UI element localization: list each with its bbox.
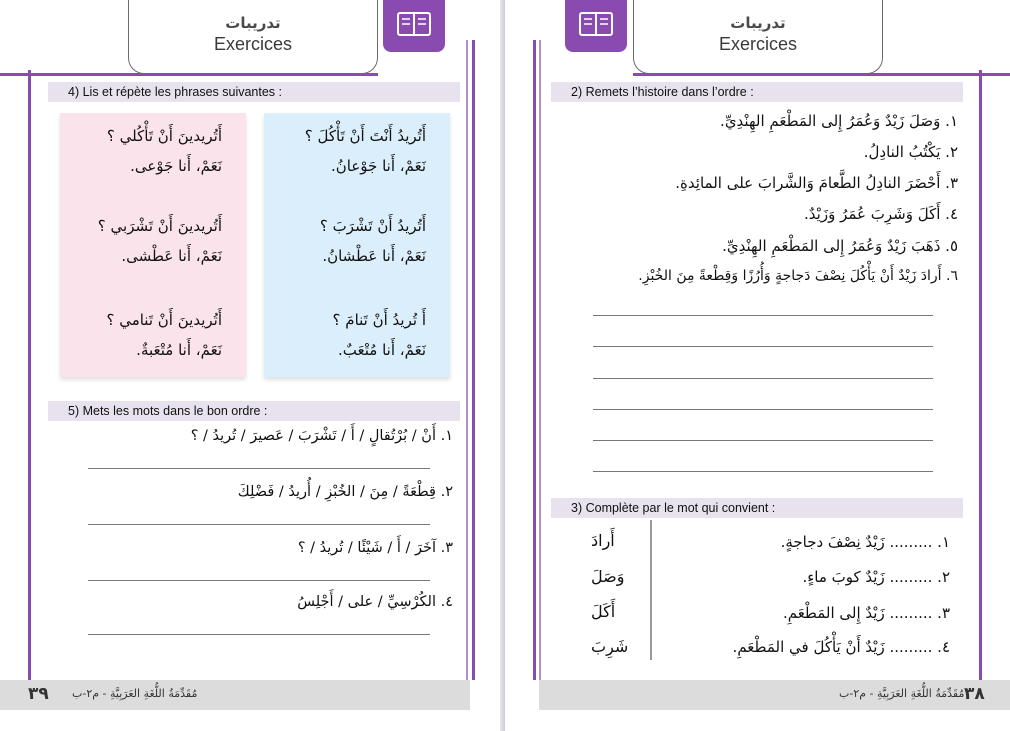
right-inner-border <box>539 40 541 680</box>
book-icon <box>578 11 614 41</box>
ex2-item-5: ٥. ذَهَبَ زَيْدٌ وَعُمَرُ إِلى المَطْعَمِ الهِنْدِيِّ. <box>722 237 958 255</box>
left-inner-border-2 <box>472 40 475 680</box>
right-inner-border-2 <box>533 40 536 680</box>
left-book-tab <box>383 0 445 52</box>
right-outer-border <box>979 70 982 680</box>
right-footer <box>539 680 1010 710</box>
blue-a1: نَعَمْ، أَنا جَوْعانُ. <box>330 157 426 175</box>
pink-a2: نَعَمْ، أَنا عَطْشى. <box>121 247 222 265</box>
exercise4-title: 4) Lis et répète les phrases suivantes : <box>48 82 460 102</box>
word-bank-item: أَكَلَ <box>591 602 616 621</box>
answer-line[interactable] <box>88 468 430 469</box>
book-title: مُقَدِّمَةُ اللُّغَةِ العَرَبِيَّةِ - م٢-ب <box>72 687 198 700</box>
word-bank-item: وَصَلَ <box>591 567 625 586</box>
ex3-item-1: ١. ......... زَيْدٌ نِصْفَ دجاجةٍ. <box>780 533 950 551</box>
pink-card <box>60 113 246 377</box>
ex2-item-1: ١. وَصَلَ زَيْدٌ وَعُمَرُ إِلى المَطْعَمِ الهِنْدِيِّ. <box>720 112 958 130</box>
ex2-item-6: ٦. أَرادَ زَيْدٌ أَنْ يَأْكُلَ نِصْفَ دَجاجةٍ وَأُرُزًا وَقِطْعةً مِنَ الخُبْزِ. <box>638 268 958 284</box>
book-title: مُقَدِّمَةُ اللُّغَةِ العَرَبِيَّةِ - م٢-ب <box>839 687 965 700</box>
word-bank-item: شَرِبَ <box>591 637 629 656</box>
blue-q1: أَتُريدُ أَنْتَ أَنْ تَأْكُلَ ؟ <box>304 127 426 145</box>
left-header <box>128 0 378 74</box>
header-arabic: تدريبات <box>225 14 281 32</box>
right-page <box>505 0 1010 731</box>
pink-q2: أَتُريدينَ أَنْ تَشْرَبي ؟ <box>97 217 222 235</box>
ex3-item-2: ٢. ......... زَيْدٌ كوبَ ماءٍ. <box>802 568 950 586</box>
left-footer <box>0 680 470 710</box>
blue-a3: نَعَمْ، أَنا مُتْعَبٌ. <box>338 341 426 359</box>
page-number: ٣٩ <box>28 684 49 704</box>
blue-q2: أَتُريدُ أَنْ تَشْرَبَ ؟ <box>319 217 426 235</box>
ex2-item-3: ٣. أَحْضَرَ النادِلُ الطَّعامَ وَالشَّرابَ على المائِدةِ. <box>675 174 958 192</box>
left-outer-border <box>28 70 31 680</box>
header-french: Exercices <box>718 34 798 54</box>
right-book-tab <box>565 0 627 52</box>
ex3-item-4: ٤. ......... زَيْدٌ أَنْ يَأْكُلَ في المَطْعَمِ. <box>732 638 950 656</box>
book-icon <box>396 11 432 41</box>
answer-line[interactable] <box>593 346 933 347</box>
word-bank-item: أَرادَ <box>591 531 615 550</box>
blue-q3: أَ تُريدُ أَنْ تَنامَ ؟ <box>332 311 426 329</box>
ex5-item-2: ٢. قِطْعَةً / مِنَ / الخُبْزِ / أُريدُ / فَضْلِكَ <box>237 484 453 500</box>
ex2-item-4: ٤. أَكَلَ وَشَرِبَ عُمَرُ وَزَيْدٌ. <box>804 205 958 223</box>
exercise2-title: 2) Remets l’histoire dans l’ordre : <box>551 82 963 102</box>
right-header <box>633 0 883 74</box>
word-bank-divider <box>650 520 652 660</box>
exercise3-title: 3) Complète par le mot qui convient : <box>551 498 963 518</box>
header-arabic: تدريبات <box>730 14 786 32</box>
exercise5-title: 5) Mets les mots dans le bon ordre : <box>48 401 460 421</box>
answer-line[interactable] <box>593 315 933 316</box>
pink-a1: نَعَمْ، أَنا جَوْعى. <box>130 157 222 175</box>
left-inner-border <box>466 40 468 680</box>
blue-card <box>264 113 450 377</box>
header-french: Exercices <box>213 34 293 54</box>
answer-line[interactable] <box>593 471 933 472</box>
pink-q1: أَتُريدينَ أَنْ تَأْكُلي ؟ <box>106 127 222 145</box>
ex5-item-4: ٤. الكُرْسِيِّ / على / أَجْلِسُ <box>297 594 453 610</box>
answer-line[interactable] <box>593 409 933 410</box>
ex5-item-1: ١. أَنْ / بُرْتُقالٍ / أَ / تَشْرَبَ / عَصيرَ / تُريدُ / ؟ <box>190 428 453 444</box>
answer-line[interactable] <box>88 524 430 525</box>
pink-a3: نَعَمْ، أَنا مُتْعَبةٌ. <box>136 341 222 359</box>
blue-a2: نَعَمْ، أَنا عَطْشانُ. <box>322 247 426 265</box>
answer-line[interactable] <box>593 378 933 379</box>
ex5-item-3: ٣. آخَرَ / أَ / شَيْئًا / تُريدُ / ؟ <box>297 540 453 556</box>
answer-line[interactable] <box>88 634 430 635</box>
answer-line[interactable] <box>88 580 430 581</box>
pink-q3: أَتُريدينَ أَنْ تَنامي ؟ <box>106 311 222 329</box>
page-number: ٣٨ <box>964 684 985 704</box>
ex2-item-2: ٢. يَكْتُبُ النادِلُ. <box>863 143 958 161</box>
ex3-item-3: ٣. ......... زَيْدٌ إِلى المَطْعَمِ. <box>782 604 950 622</box>
answer-line[interactable] <box>593 440 933 441</box>
